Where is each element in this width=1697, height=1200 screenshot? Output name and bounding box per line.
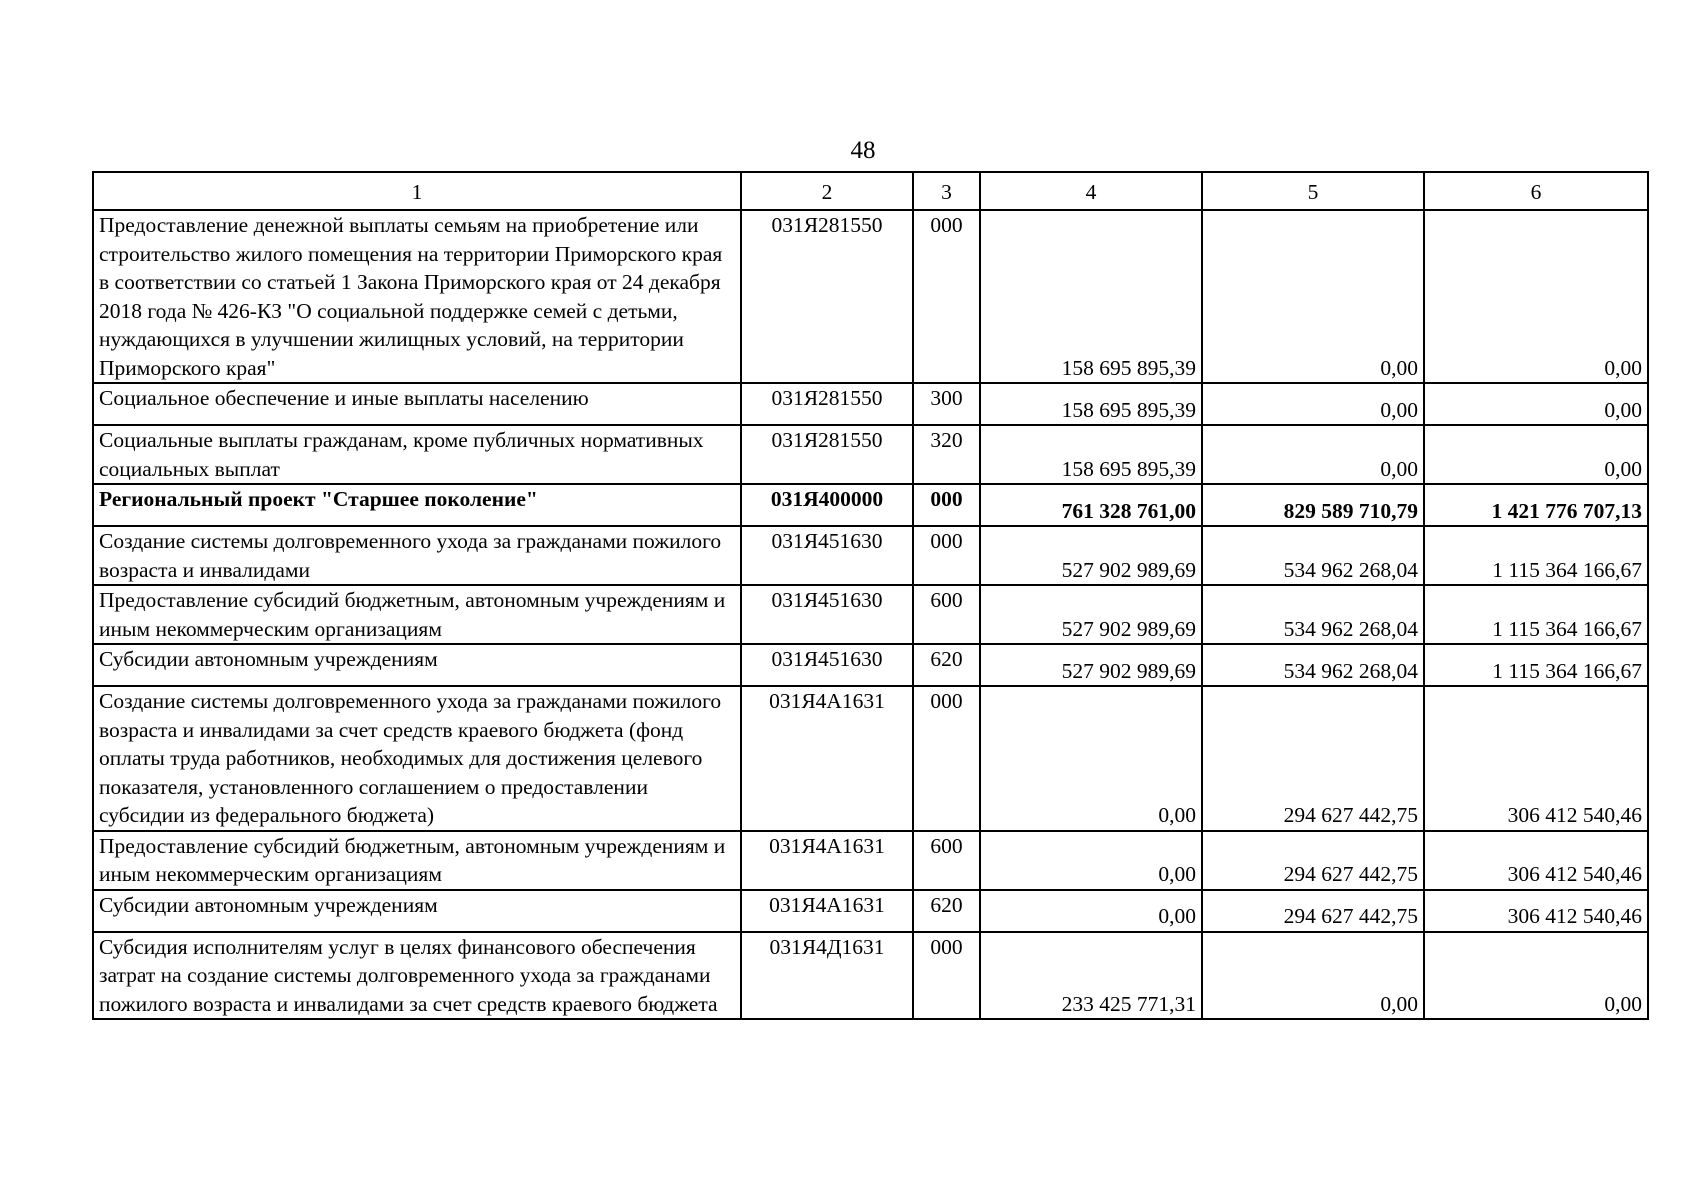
table-row <box>93 210 1648 383</box>
row-amount-5: 534 962 268,04 <box>1202 526 1424 585</box>
row-amount-6: 1 115 364 166,67 <box>1424 585 1648 644</box>
page-number: 48 <box>850 137 876 164</box>
row-name: Субсидии автономным учреждениям <box>93 644 741 686</box>
row-amount-4: 158 695 895,39 <box>980 425 1202 484</box>
column-header: 3 <box>913 172 980 210</box>
row-name: Предоставление субсидий бюджетным, автономным учреждениям и иным некоммерческим организациям <box>93 585 741 644</box>
row-expense-type: 000 <box>913 932 980 1020</box>
row-expense-type: 000 <box>913 210 980 383</box>
row-expense-type: 600 <box>913 585 980 644</box>
row-amount-4: 233 425 771,31 <box>980 932 1202 1020</box>
row-code: 031Я400000 <box>741 484 913 526</box>
row-amount-6: 306 412 540,46 <box>1424 831 1648 890</box>
row-name: Субсидия исполнителям услуг в целях финансового обеспечения затрат на создание системы долговременного ухода за гражданами пожилого возраста и инвалидами за счет средств краевого бюджета <box>93 932 741 1020</box>
row-expense-type: 320 <box>913 425 980 484</box>
row-amount-5: 829 589 710,79 <box>1202 484 1424 526</box>
row-code: 031Я4А1631 <box>741 686 913 831</box>
table-row <box>93 484 1648 526</box>
row-name: Социальное обеспечение и иные выплаты населению <box>93 383 741 425</box>
row-amount-5: 0,00 <box>1202 932 1424 1020</box>
row-name: Предоставление денежной выплаты семьям на приобретение или строительство жилого помещения на территории Приморского края в соответствии со статьей 1 Закона Приморского края от 24 декабря 2018 года № 426-КЗ "О социальной поддержке семей с детьми, нуждающихся в улучшении жилищных условий, на территории Приморского края" <box>93 210 741 383</box>
row-amount-4: 0,00 <box>980 831 1202 890</box>
row-code: 031Я281550 <box>741 210 913 383</box>
table-row <box>93 890 1648 932</box>
row-code: 031Я451630 <box>741 644 913 686</box>
row-expense-type: 600 <box>913 831 980 890</box>
row-amount-4: 0,00 <box>980 890 1202 932</box>
row-code: 031Я451630 <box>741 585 913 644</box>
table-row <box>93 585 1648 644</box>
row-amount-5: 294 627 442,75 <box>1202 890 1424 932</box>
row-name: Социальные выплаты гражданам, кроме публичных нормативных социальных выплат <box>93 425 741 484</box>
row-expense-type: 000 <box>913 686 980 831</box>
row-code: 031Я281550 <box>741 425 913 484</box>
column-header: 5 <box>1202 172 1424 210</box>
row-amount-5: 0,00 <box>1202 210 1424 383</box>
table-row <box>93 383 1648 425</box>
budget-table <box>92 171 1649 1020</box>
row-code: 031Я451630 <box>741 526 913 585</box>
row-code: 031Я281550 <box>741 383 913 425</box>
row-amount-4: 158 695 895,39 <box>980 383 1202 425</box>
row-code: 031Я4А1631 <box>741 890 913 932</box>
row-expense-type: 000 <box>913 484 980 526</box>
row-amount-4: 527 902 989,69 <box>980 644 1202 686</box>
row-amount-5: 294 627 442,75 <box>1202 686 1424 831</box>
row-expense-type: 300 <box>913 383 980 425</box>
row-amount-6: 306 412 540,46 <box>1424 686 1648 831</box>
row-expense-type: 620 <box>913 644 980 686</box>
row-name: Предоставление субсидий бюджетным, автономным учреждениям и иным некоммерческим организациям <box>93 831 741 890</box>
row-amount-6: 0,00 <box>1424 210 1648 383</box>
table-row <box>93 644 1648 686</box>
row-amount-4: 0,00 <box>980 686 1202 831</box>
row-amount-6: 1 115 364 166,67 <box>1424 644 1648 686</box>
row-name: Создание системы долговременного ухода за гражданами пожилого возраста и инвалидами за счет средств краевого бюджета (фонд оплаты труда работников, необходимых для достижения целевого показателя, установленного соглашением о предоставлении субсидии из федерального бюджета) <box>93 686 741 831</box>
row-amount-5: 534 962 268,04 <box>1202 644 1424 686</box>
row-amount-4: 761 328 761,00 <box>980 484 1202 526</box>
row-amount-6: 306 412 540,46 <box>1424 890 1648 932</box>
row-name: Региональный проект "Старшее поколение" <box>93 484 741 526</box>
table-header-row <box>93 172 1648 210</box>
table-row <box>93 526 1648 585</box>
row-amount-6: 1 115 364 166,67 <box>1424 526 1648 585</box>
row-code: 031Я4Д1631 <box>741 932 913 1020</box>
table-row <box>93 831 1648 890</box>
row-amount-5: 0,00 <box>1202 425 1424 484</box>
row-amount-4: 158 695 895,39 <box>980 210 1202 383</box>
row-name: Субсидии автономным учреждениям <box>93 890 741 932</box>
table-row <box>93 686 1648 831</box>
row-amount-6: 0,00 <box>1424 383 1648 425</box>
table-row <box>93 425 1648 484</box>
row-amount-5: 534 962 268,04 <box>1202 585 1424 644</box>
row-name: Создание системы долговременного ухода за гражданами пожилого возраста и инвалидами <box>93 526 741 585</box>
row-amount-5: 294 627 442,75 <box>1202 831 1424 890</box>
row-amount-5: 0,00 <box>1202 383 1424 425</box>
row-amount-4: 527 902 989,69 <box>980 585 1202 644</box>
column-header: 4 <box>980 172 1202 210</box>
column-header: 6 <box>1424 172 1648 210</box>
row-amount-6: 0,00 <box>1424 425 1648 484</box>
row-amount-4: 527 902 989,69 <box>980 526 1202 585</box>
row-amount-6: 1 421 776 707,13 <box>1424 484 1648 526</box>
column-header: 2 <box>741 172 913 210</box>
row-expense-type: 000 <box>913 526 980 585</box>
row-amount-6: 0,00 <box>1424 932 1648 1020</box>
column-header: 1 <box>93 172 741 210</box>
row-expense-type: 620 <box>913 890 980 932</box>
table-row <box>93 932 1648 1020</box>
row-code: 031Я4А1631 <box>741 831 913 890</box>
